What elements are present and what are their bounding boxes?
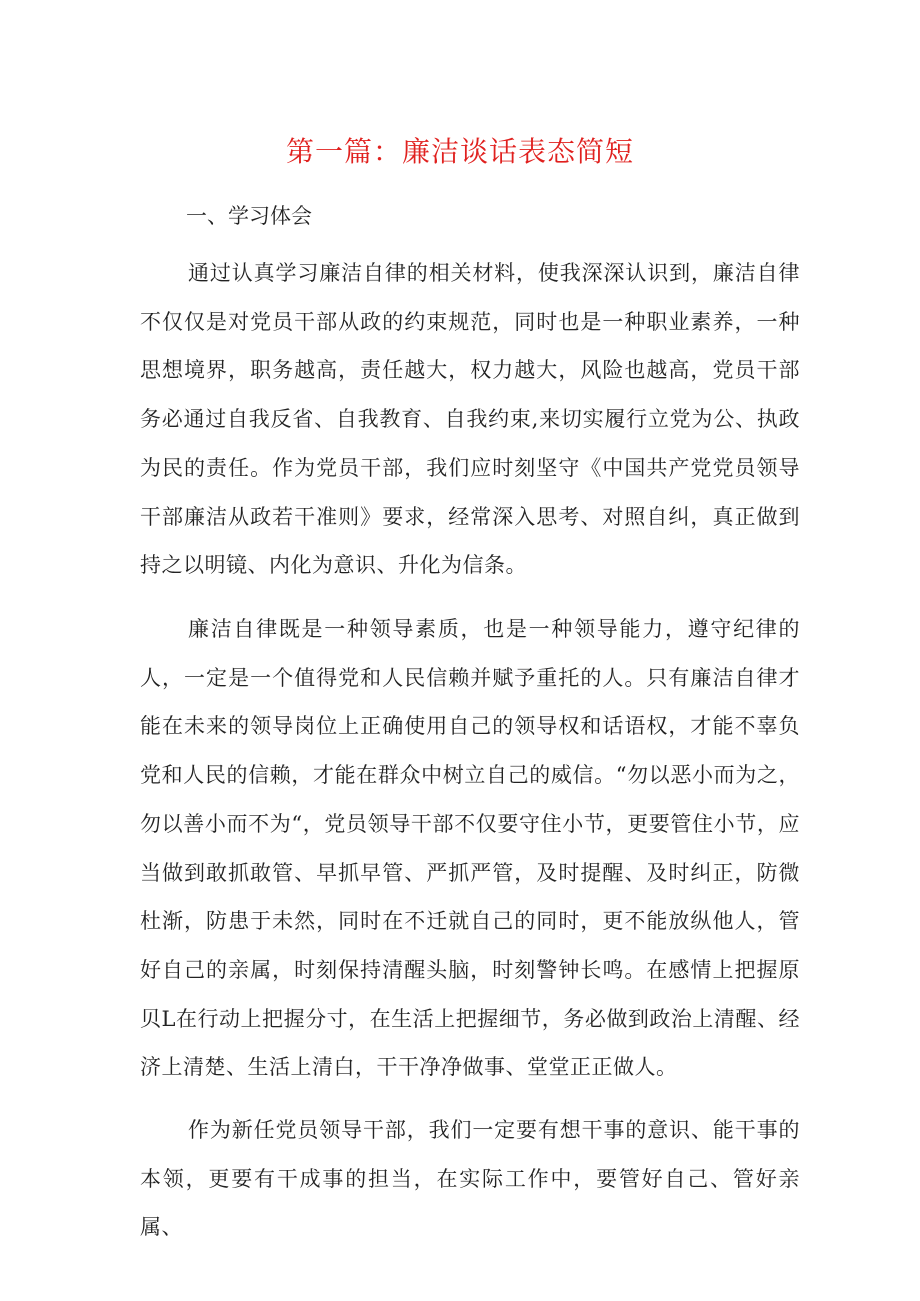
document-title: 第一篇：廉洁谈话表态简短 [285, 135, 634, 168]
body-paragraph-3: 作为新任党员领导干部，我们一定要有想干事的意识、能干事的本领，更要有干成事的担当，在实际工作中，要管好自己、管好亲属、 [140, 1118, 800, 1240]
body-paragraph-1: 通过认真学习廉洁自律的相关材料，使我深深认识到，廉洁自律不仅仅是对党员干部从政的约束规范，同时也是一种职业素养，一种思想境界，职务越高，责任越大，权力越大，风险也越高，党员干部务必通过自我反省、自我教育、自我约束,来切实履行立党为公、执政为民的责任。作为党员干部，我们应时刻坚守《中国共产党党员领导干部廉洁从政若干准则》要求，经常深入思考、对照自纠，真正做到持之以明镜、内化为意识、升化为信条。 [140, 261, 800, 578]
body-paragraph-2: 廉洁自律既是一种领导素质，也是一种领导能力，遵守纪律的人，一定是一个值得党和人民信赖并赋予重托的人。只有廉洁自律才能在未来的领导岗位上正确使用自己的领导权和话语权，才能不辜负党和人民的信赖，才能在群众中树立自己的威信。“勿以恶小而为之，勿以善小而不为“，党员领导干部不仅要守住小节，更要管住小节，应当做到敢抓敢管、早抓早管、严抓严管，及时提醒、及时纠正，防微杜渐，防患于未然，同时在不迁就自己的同时，更不能放纵他人，管好自己的亲属，时刻保持清醒头脑，时刻警钟长鸣。在感情上把握原贝L在行动上把握分寸，在生活上把握细节，务必做到政治上清醒、经济上清楚、生活上清白，干干净净做事、堂堂正正做人。 [140, 617, 800, 1080]
section-heading: 一、学习体会 [186, 204, 312, 228]
